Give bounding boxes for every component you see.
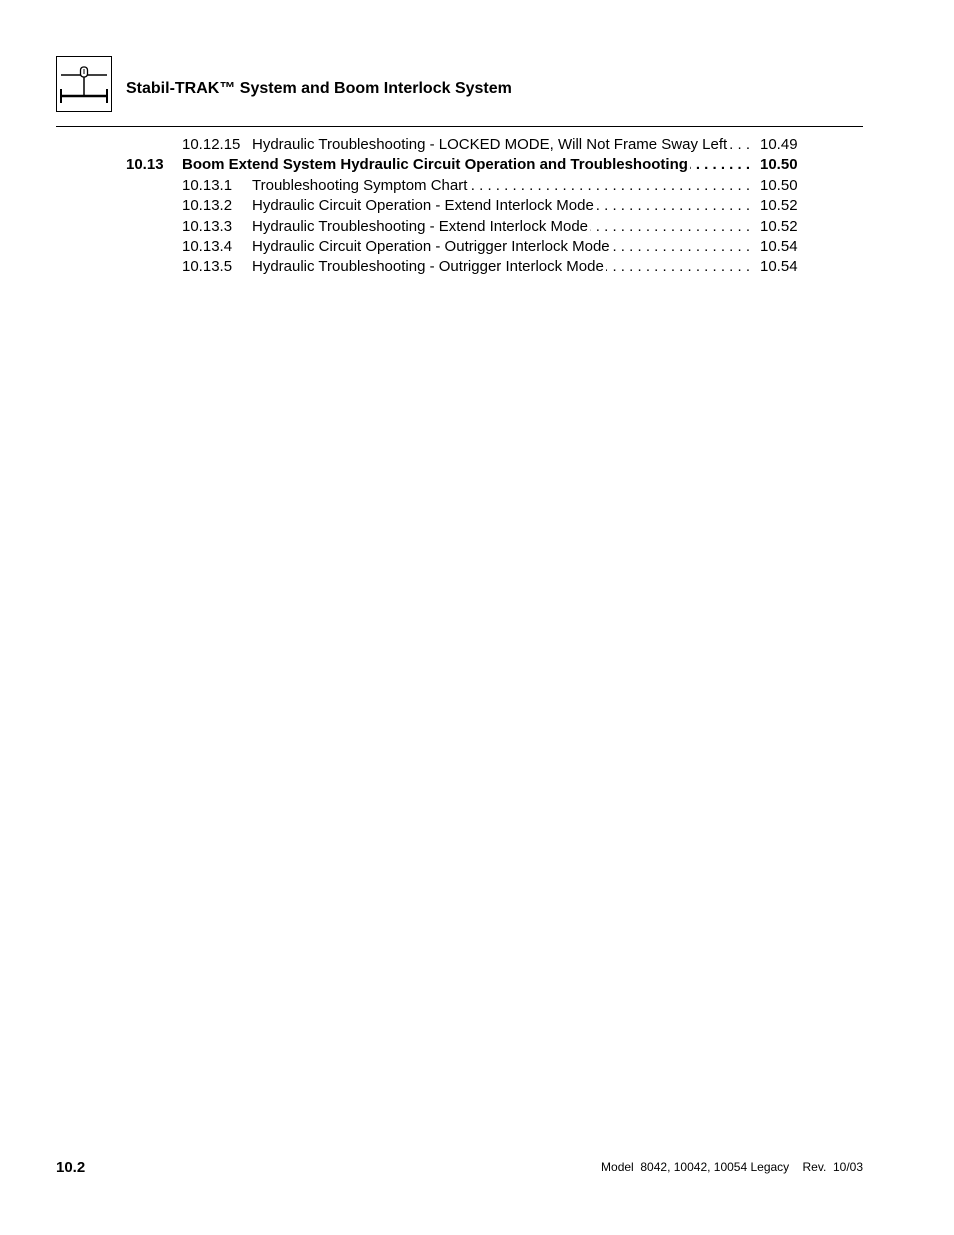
- stabil-trak-logo-icon: [56, 56, 112, 112]
- table-of-contents: [0, 135, 954, 278]
- toc-entry-title: Hydraulic Circuit Operation - Outrigger Interlock Mode . . .: [252, 237, 750, 257]
- toc-entry[interactable]: [0, 217, 954, 237]
- toc-entry-number: 10.13.2: [182, 197, 233, 215]
- toc-entry-number: 10.13.5: [182, 258, 233, 276]
- toc-entry[interactable]: [0, 176, 954, 196]
- footer-model-info: Model 8042, 10042, 10054 Legacy Rev. 10/03: [601, 1160, 863, 1174]
- toc-entry-page: 10.54: [760, 258, 798, 276]
- footer-page-number: 10.2: [56, 1159, 86, 1176]
- toc-entry-number: 10.13.3: [182, 217, 233, 235]
- toc-entry-page: 10.52: [760, 217, 798, 235]
- toc-entry-page: 10.52: [760, 197, 798, 215]
- toc-entry-title: Hydraulic Troubleshooting - Extend Interlock Mode . . .: [252, 217, 750, 237]
- toc-entry[interactable]: [0, 257, 954, 277]
- toc-entry-title: Hydraulic Circuit Operation - Extend Interlock Mode . . .: [252, 196, 750, 216]
- toc-entry[interactable]: [0, 237, 954, 257]
- toc-entry-title: Hydraulic Troubleshooting - Outrigger Interlock Mode . . .: [252, 257, 750, 277]
- header-divider: [56, 126, 863, 127]
- toc-entry-title: Troubleshooting Symptom Chart . . .: [252, 176, 750, 196]
- toc-entry[interactable]: [0, 155, 954, 175]
- toc-entry-page: 10.54: [760, 237, 798, 255]
- toc-entry-page: 10.50: [760, 176, 798, 194]
- toc-entry[interactable]: [0, 135, 954, 155]
- toc-entry-title: Boom Extend System Hydraulic Circuit Operation and Troubleshooting . . .: [182, 155, 750, 175]
- toc-entry-title: Hydraulic Troubleshooting - LOCKED MODE, Will Not Frame Sway Left . . .: [252, 135, 750, 155]
- toc-entry-number: 10.12.15: [182, 136, 241, 153]
- toc-entry[interactable]: [0, 196, 954, 216]
- stabil-trak-logo-graphic: [57, 57, 111, 111]
- toc-entry-number: 10.13.4: [182, 237, 233, 255]
- toc-entry-number: 10.13.1: [182, 176, 233, 194]
- toc-entry-number: 10.13: [126, 156, 164, 174]
- toc-entry-page: 10.50: [760, 156, 798, 174]
- toc-entry-page: 10.49: [760, 136, 798, 153]
- page-header-title: Stabil-TRAK™ System and Boom Interlock System: [126, 80, 512, 97]
